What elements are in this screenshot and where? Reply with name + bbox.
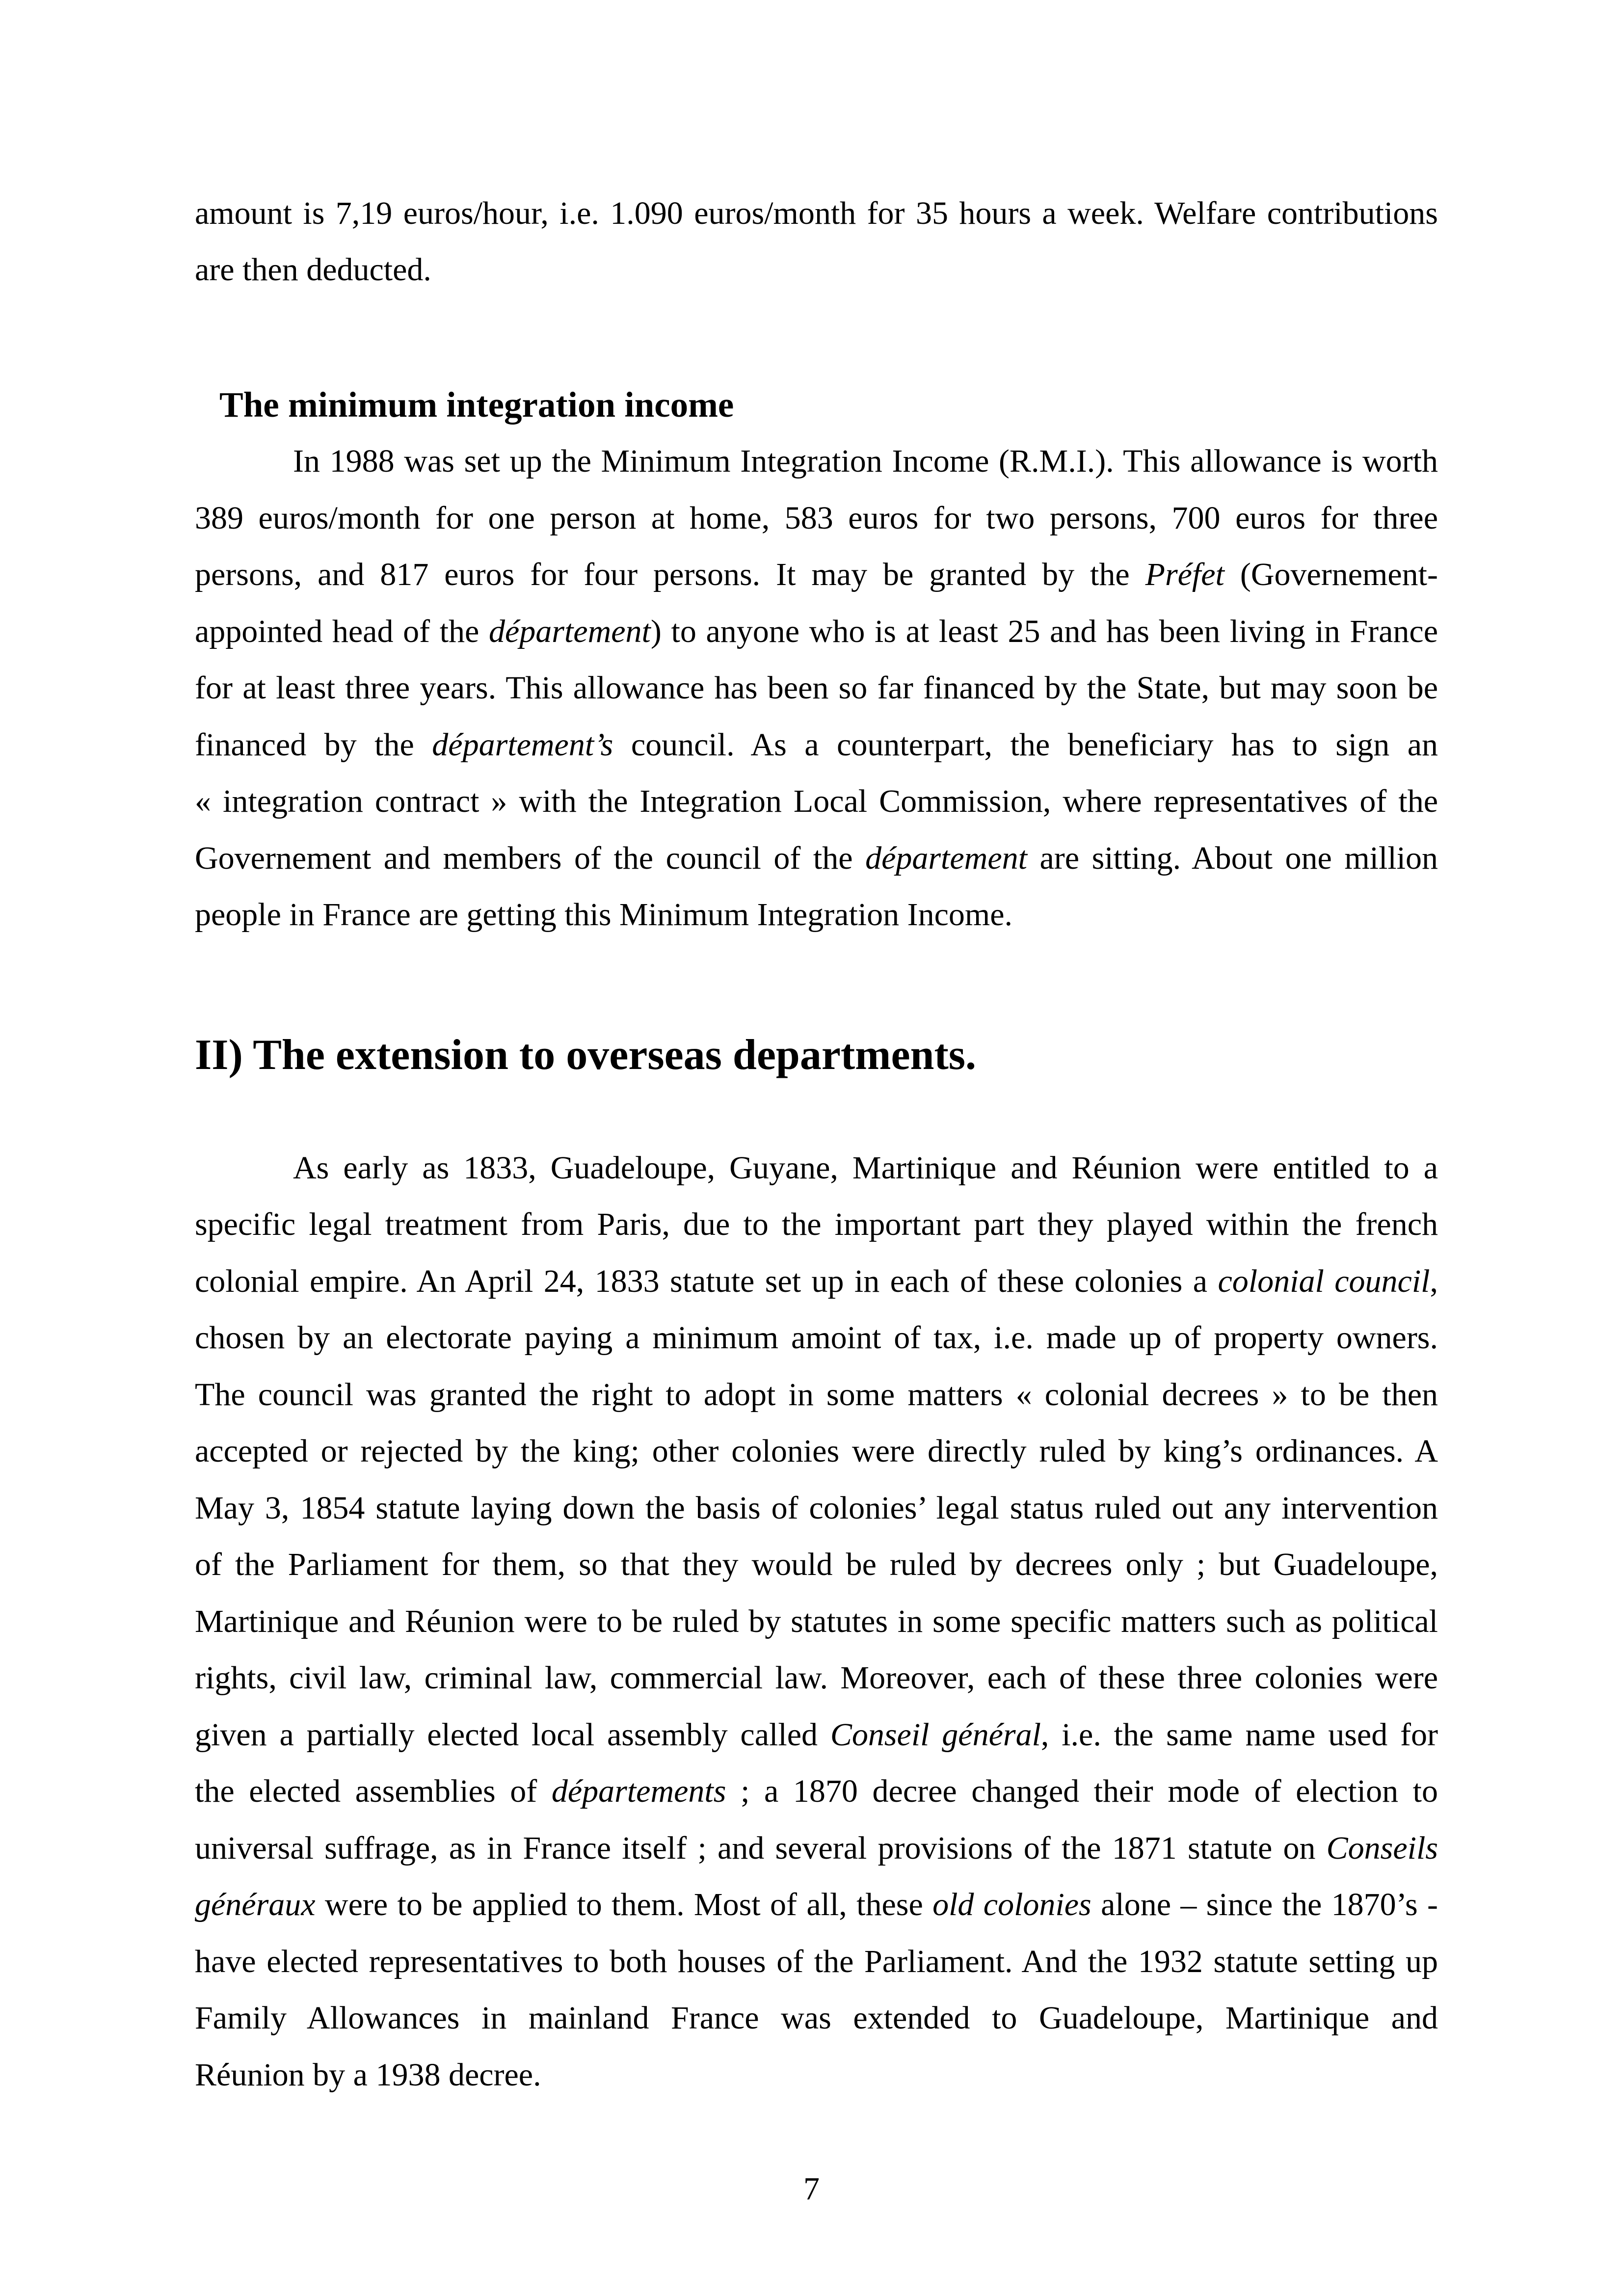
sec2-line-text: Family Allowances in mainland France was extended to Guadeloupe, Martinique and xyxy=(195,2000,1438,2036)
rmi-italic-departement: département xyxy=(865,840,1027,876)
sec2-line-text: accepted or rejected by the king; other colonies were directly ruled by king’s ordinances. A xyxy=(195,1433,1438,1469)
rmi-line-text: financed by the xyxy=(195,727,432,763)
sec2-line-text: given a partially elected local assembly called xyxy=(195,1717,830,1753)
sec2-line-text: The council was granted the right to adopt in some matters « colonial decrees » to be then xyxy=(195,1377,1438,1413)
sec2-line-3 xyxy=(195,1262,1438,1301)
section-heading-ii: II) The extension to overseas departments. xyxy=(195,1031,977,1079)
rmi-line-text: In 1988 was set up the Minimum Integration Income (R.M.I.). This allowance is worth xyxy=(293,443,1438,479)
intro-line-1: amount is 7,19 euros/hour, i.e. 1.090 euros/month for 35 hours a week. Welfare contributions xyxy=(195,195,1438,231)
intro-line-2: are then deducted. xyxy=(195,252,431,288)
sec2-italic-conseil-general: Conseil général xyxy=(830,1717,1041,1753)
rmi-line-text: are sitting. About one million xyxy=(1027,840,1438,876)
sec2-line-7 xyxy=(195,1489,1438,1528)
rmi-line-2 xyxy=(195,499,1438,538)
sec2-italic-colonial-council: colonial council xyxy=(1218,1263,1430,1299)
rmi-line-text: ) to anyone who is at least 25 and has been living in France xyxy=(650,614,1438,649)
rmi-line-text: people in France are getting this Minimum Integration Income. xyxy=(195,897,1013,933)
sec2-italic-generaux: généraux xyxy=(195,1887,316,1922)
sec2-line-text: Réunion by a 1938 decree. xyxy=(195,2057,541,2093)
sec2-line-9 xyxy=(195,1602,1438,1641)
rmi-line-text: for at least three years. This allowance has been so far financed by the State, but may soon be xyxy=(195,670,1438,706)
sec2-line-14 xyxy=(195,1885,1438,1924)
rmi-line-1 xyxy=(293,442,1438,481)
sec2-line-text: colonial empire. An April 24, 1833 statute set up in each of these colonies a xyxy=(195,1263,1218,1299)
sec2-line-8 xyxy=(195,1545,1438,1584)
sec2-line-text: Martinique and Réunion were to be ruled by statutes in some specific matters such as political xyxy=(195,1603,1438,1639)
sec2-line-2 xyxy=(195,1205,1438,1244)
page-number: 7 xyxy=(803,2171,820,2207)
section-heading-rmi: The minimum integration income xyxy=(219,385,734,425)
rmi-line-3 xyxy=(195,555,1438,594)
sec2-line-text: the elected assemblies of xyxy=(195,1773,552,1809)
rmi-italic-prefet: Préfet xyxy=(1145,557,1224,592)
sec2-line-text: were to be applied to them. Most of all, these xyxy=(315,1887,933,1922)
sec2-line-text: , xyxy=(1430,1263,1438,1299)
rmi-line-text: (Governement- xyxy=(1224,557,1438,592)
rmi-line-9 xyxy=(195,895,1438,934)
sec2-line-text: May 3, 1854 statute laying down the basis of colonies’ legal status ruled out any intervention xyxy=(195,1490,1438,1526)
sec2-line-1 xyxy=(293,1148,1438,1188)
sec2-line-text: ; a 1870 decree changed their mode of election to xyxy=(726,1773,1438,1809)
sec2-line-5 xyxy=(195,1375,1438,1415)
sec2-line-15 xyxy=(195,1942,1438,1981)
sec2-italic-departements: départements xyxy=(551,1773,726,1809)
rmi-line-7 xyxy=(195,782,1438,821)
rmi-line-text: appointed head of the xyxy=(195,614,489,649)
sec2-line-text: specific legal treatment from Paris, due to the important part they played within the french xyxy=(195,1206,1438,1242)
sec2-line-text: chosen by an electorate paying a minimum amoint of tax, i.e. made up of property owners. xyxy=(195,1320,1438,1356)
sec2-line-text: As early as 1833, Guadeloupe, Guyane, Martinique and Réunion were entitled to a xyxy=(293,1150,1438,1186)
rmi-line-text: council. As a counterpart, the beneficiary has to sign an xyxy=(613,727,1438,763)
rmi-line-text: « integration contract » with the Integration Local Commission, where representatives of the xyxy=(195,783,1438,819)
sec2-line-10 xyxy=(195,1658,1438,1698)
sec2-line-6 xyxy=(195,1432,1438,1471)
sec2-line-text: , i.e. the same name used for xyxy=(1040,1717,1438,1753)
sec2-line-text: alone – since the 1870’s - xyxy=(1091,1887,1438,1922)
rmi-line-6 xyxy=(195,725,1438,765)
sec2-line-17 xyxy=(195,2056,1438,2095)
rmi-line-text: 389 euros/month for one person at home, 583 euros for two persons, 700 euros for three xyxy=(195,500,1438,536)
sec2-line-11 xyxy=(195,1715,1438,1755)
sec2-line-12 xyxy=(195,1772,1438,1811)
sec2-line-4 xyxy=(195,1318,1438,1358)
sec2-italic-old-colonies: old colonies xyxy=(932,1887,1091,1922)
rmi-line-4 xyxy=(195,612,1438,651)
sec2-line-text: universal suffrage, as in France itself ; and several provisions of the 1871 statute on xyxy=(195,1830,1327,1866)
sec2-italic-conseils: Conseils xyxy=(1326,1830,1438,1866)
sec2-line-13 xyxy=(195,1829,1438,1868)
rmi-line-text: persons, and 817 euros for four persons. It may be granted by the xyxy=(195,557,1145,592)
rmi-italic-departement: département xyxy=(488,614,651,649)
rmi-line-text: Governement and members of the council of the xyxy=(195,840,866,876)
rmi-line-8 xyxy=(195,839,1438,878)
sec2-line-text: rights, civil law, criminal law, commercial law. Moreover, each of these three colonies were xyxy=(195,1660,1438,1696)
rmi-line-5 xyxy=(195,668,1438,708)
rmi-italic-departements: département’s xyxy=(432,727,613,763)
sec2-line-text: of the Parliament for them, so that they would be ruled by decrees only ; but Guadeloupe, xyxy=(195,1547,1438,1582)
sec2-line-text: have elected representatives to both houses of the Parliament. And the 1932 statute setting up xyxy=(195,1944,1438,1979)
sec2-line-16 xyxy=(195,1999,1438,2038)
